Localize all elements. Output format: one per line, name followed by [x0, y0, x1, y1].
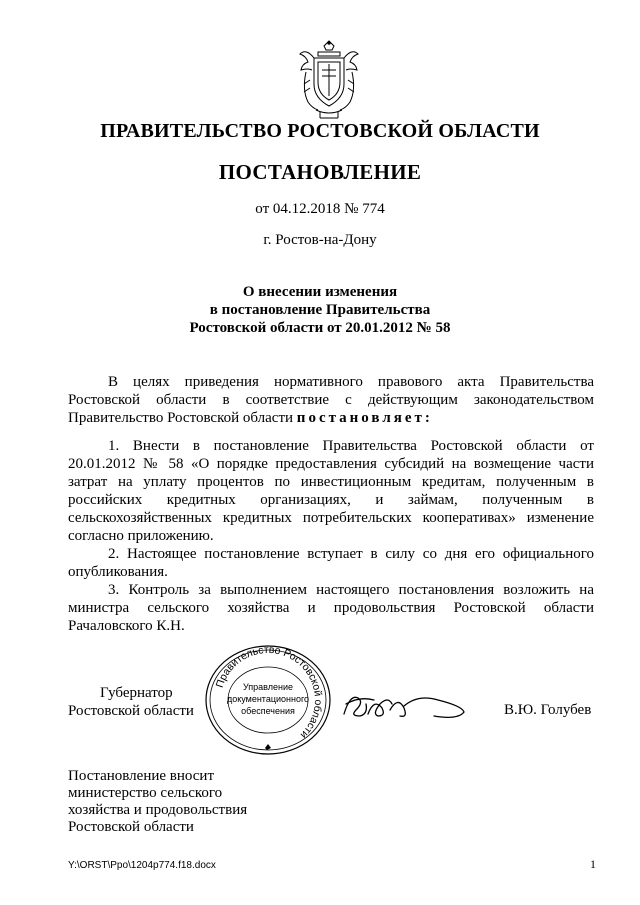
resolution-items	[68, 437, 594, 635]
note-line-1: Постановление вносит	[68, 768, 215, 784]
note-line-3: хозяйства и продовольствия	[68, 802, 248, 818]
signatory-position	[68, 684, 194, 720]
subject-line-3: Ростовской области от 20.01.2012 № 58	[189, 320, 451, 336]
footer-file-path: Y:\ORST\Ppo\1204p774.f18.docx	[68, 860, 216, 871]
submission-note	[68, 768, 247, 836]
official-stamp	[203, 644, 333, 756]
stamp-inner-line-3: обеспечения	[241, 706, 295, 716]
resolution-item-2: 2. Настоящее постановление вступает в силу со дня его официального опубликования.	[68, 546, 594, 580]
preamble-text: В целях приведения нормативного правового акта Правительства Ростовской области в соответствие с действующим законодательством Правительство Ростовской области	[68, 374, 594, 426]
resolves-word: постановляет:	[296, 410, 433, 426]
note-line-4: Ростовской области	[68, 819, 194, 835]
note-line-2: министерство сельского	[68, 785, 223, 801]
date-number-line: от 04.12.2018 № 774	[255, 201, 385, 217]
city-line: г. Ростов-на-Дону	[263, 232, 377, 248]
preamble-paragraph	[68, 373, 594, 427]
stamp-ring-text: Правительство Ростовской области	[213, 644, 325, 741]
stamp-inner-line-1: Управление	[242, 682, 294, 692]
document-subject	[0, 283, 640, 337]
position-line-2: Ростовской области	[68, 703, 194, 719]
handwritten-signature	[338, 686, 470, 726]
government-name: ПРАВИТЕЛЬСТВО РОСТОВСКОЙ ОБЛАСТИ	[100, 120, 540, 142]
star-icon	[265, 744, 271, 750]
subject-line-2: в постановление Правительства	[209, 302, 431, 318]
page-number: 1	[590, 857, 596, 871]
resolution-item-1: 1. Внести в постановление Правительства Ростовской области от 20.01.2012 № 58 «О порядке предоставления субсидий на возмещение части затрат на уплату процентов по инвестиционным кредитам, полученным в российских кредитных организациях, и займам, полученным в сельскохозяйственных кредитных потребительских кооперативах» изменение согласно приложению.	[68, 438, 594, 544]
resolution-item-3: 3. Контроль за выполнением настоящего постановления возложить на министра сельского хозяйства и продовольствия Ростовской области Рачаловского К.Н.	[68, 582, 594, 634]
coat-of-arms-emblem	[296, 40, 362, 120]
stamp-inner-line-2: документационного	[226, 694, 310, 704]
position-line-1: Губернатор	[100, 685, 173, 701]
document-type: ПОСТАНОВЛЕНИЕ	[218, 160, 422, 184]
subject-line-1: О внесении изменения	[242, 284, 398, 300]
signatory-name: В.Ю. Голубев	[504, 702, 592, 718]
